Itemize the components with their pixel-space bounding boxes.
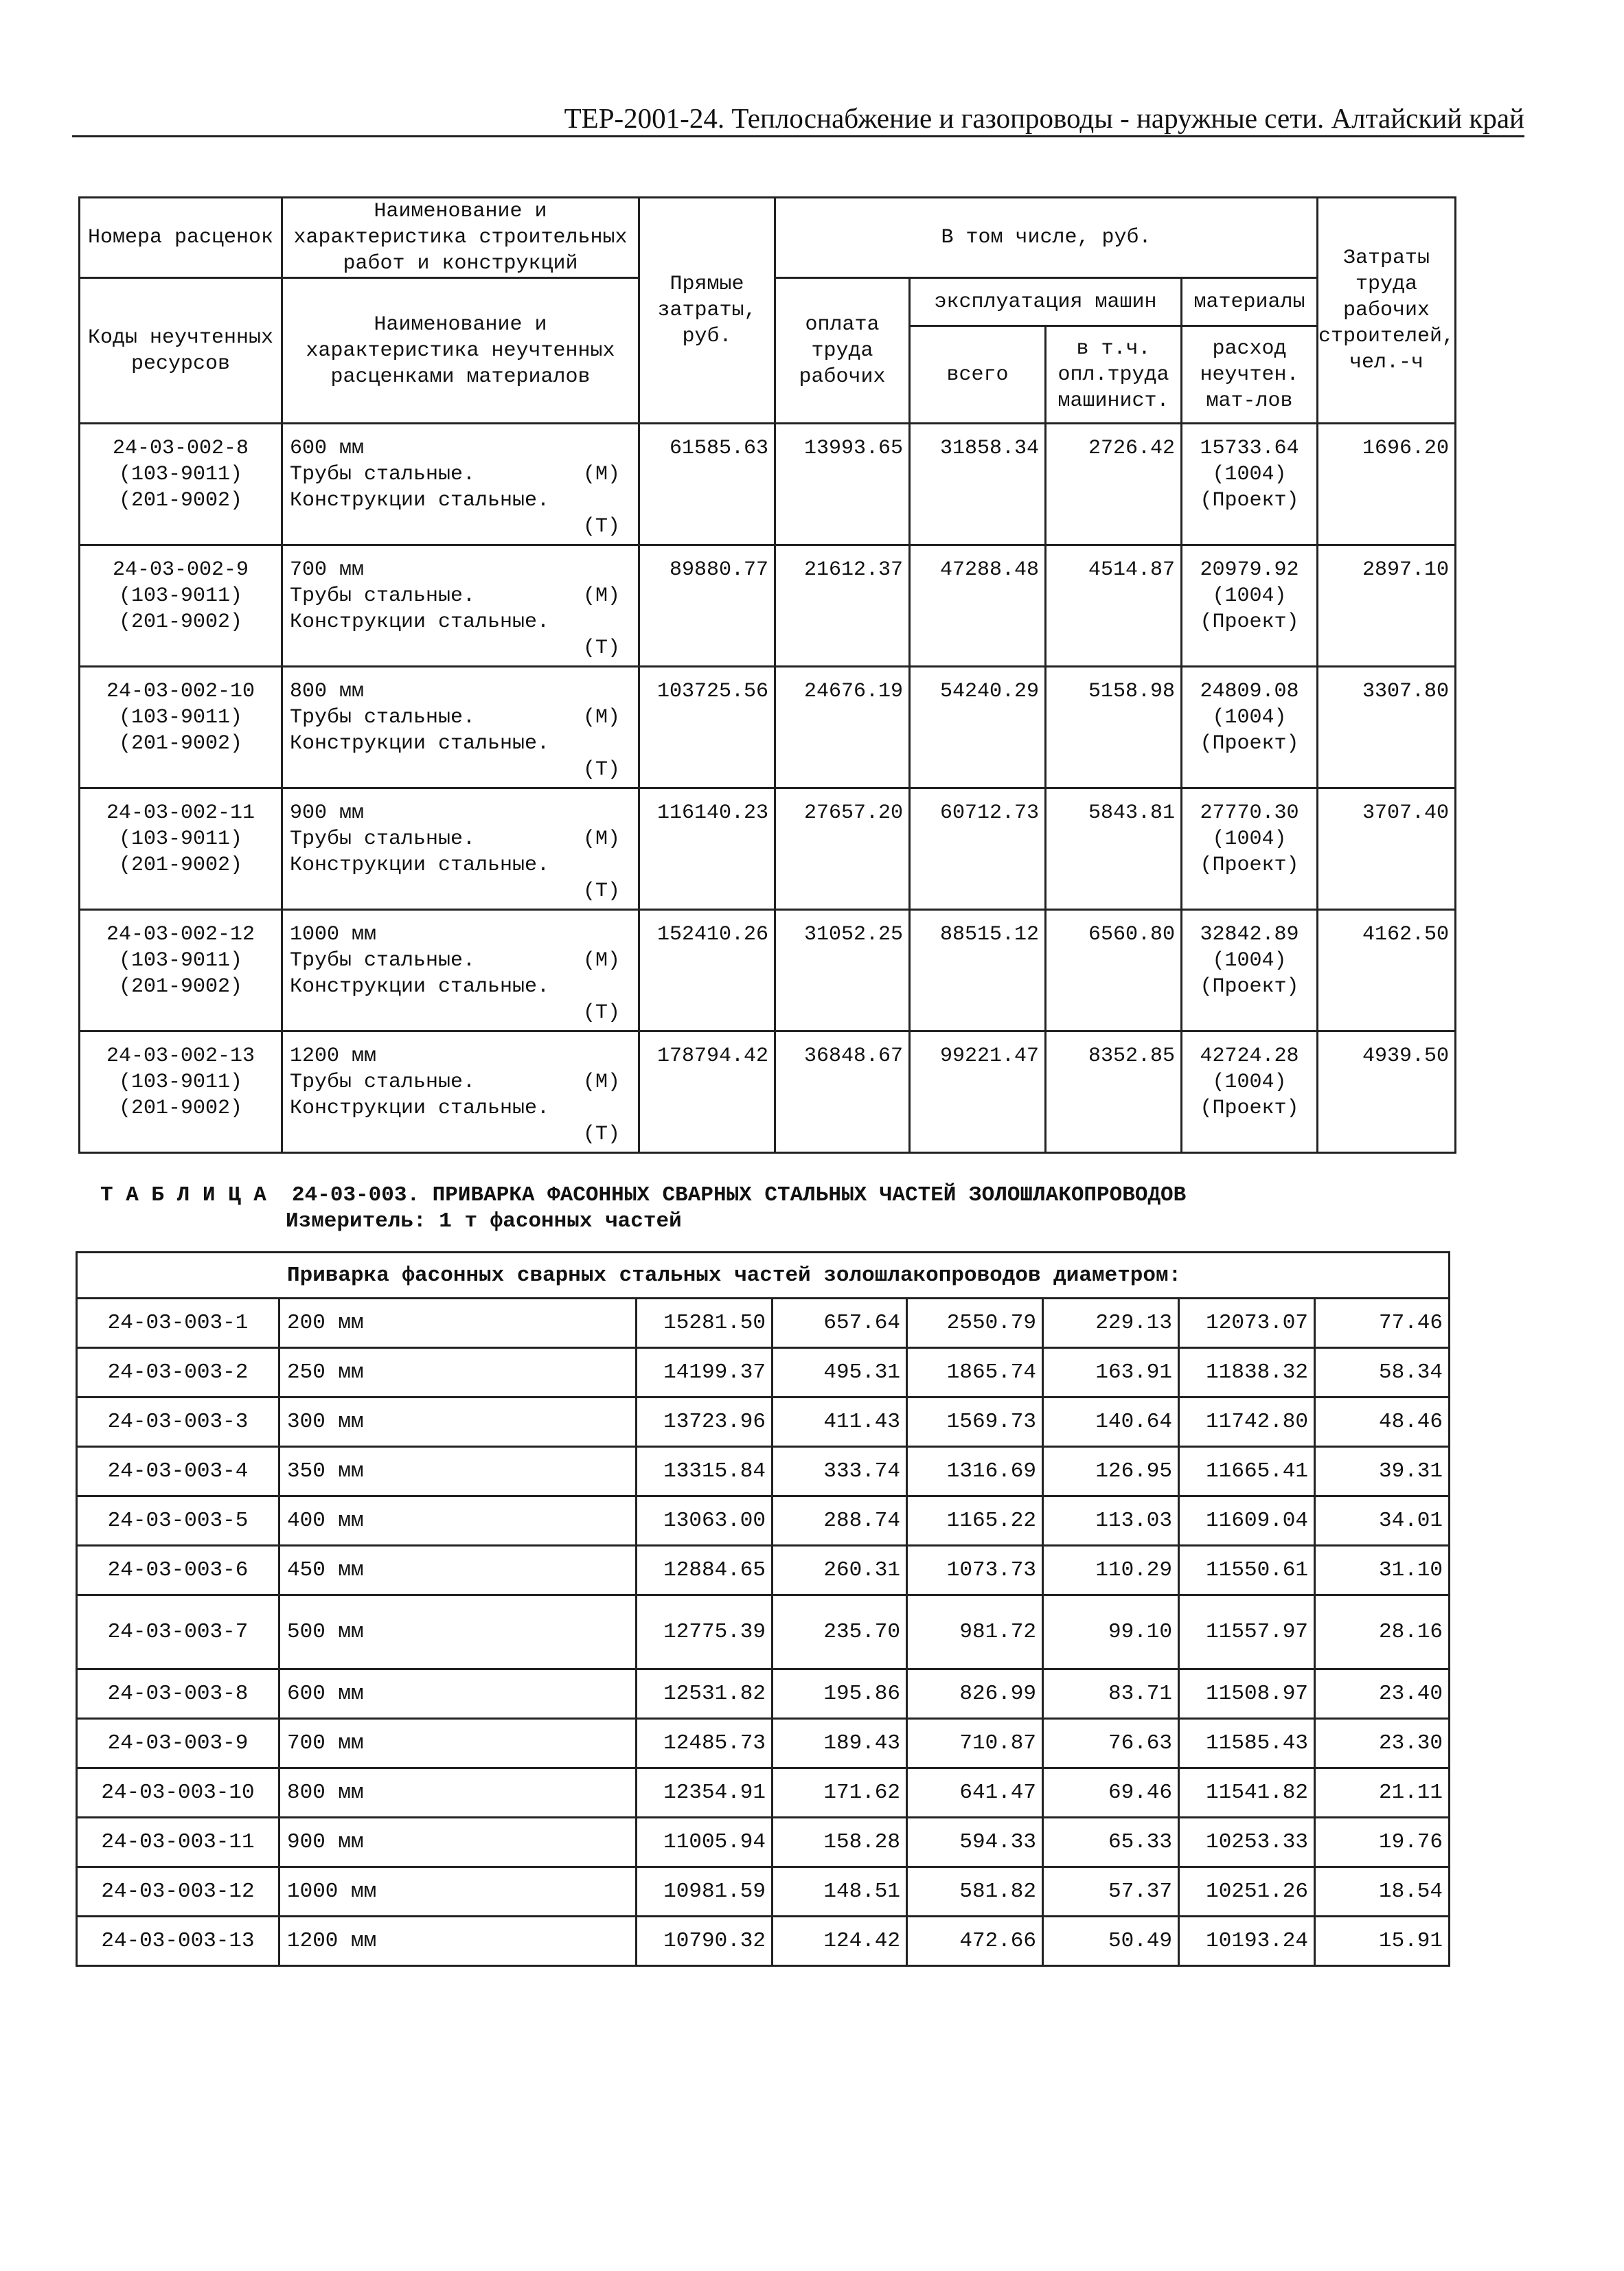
work-description-cell [282,667,639,788]
material-mark: (Т) [582,1001,620,1025]
direct-costs: 13063.00 [637,1496,773,1546]
material-line: Конструкции стальные. [290,610,550,634]
operators-wages: 5843.81 [1046,788,1182,910]
rate-code-cell [80,910,282,1031]
operators-wages: 6560.80 [1046,910,1182,1031]
materials-cost: 32842.89 [1200,923,1299,946]
resource-code: (103-9011) [118,463,243,486]
rate-code: 24-03-003-13 [77,1917,279,1966]
machines-total: 641.47 [907,1768,1043,1818]
operators-wages: 50.49 [1043,1917,1179,1966]
labor-costs: 34.01 [1315,1496,1450,1546]
operators-wages: 5158.98 [1046,667,1182,788]
wages: 13993.65 [775,424,910,545]
labor-costs: 2897.10 [1318,545,1456,667]
material-line: Конструкции стальные. [290,732,550,755]
rate-code: 24-03-003-3 [77,1397,279,1447]
material-line [290,583,638,609]
work-description-cell [282,788,639,910]
machines-total: 1073.73 [907,1546,1043,1595]
material-name: Трубы стальные. [290,706,476,729]
materials-note: (Проект) [1200,854,1299,877]
pipe-diameter: 300 мм [279,1397,637,1447]
materials-cell [1182,545,1318,667]
table-row [77,1768,1450,1818]
labor-costs: 3707.40 [1318,788,1456,910]
wages: 195.86 [773,1669,907,1719]
rate-code: 24-03-003-12 [77,1867,279,1917]
machines-total: 981.72 [907,1595,1043,1669]
table-row [77,1447,1450,1496]
rate-code: 24-03-003-2 [77,1348,279,1397]
materials-cell [1182,910,1318,1031]
pipe-diameter: 250 мм [279,1348,637,1397]
pipe-diameter: 1000 мм [290,923,377,946]
material-line: Конструкции стальные. [290,489,550,512]
materials-cost: 11550.61 [1179,1546,1315,1595]
direct-costs: 89880.77 [639,545,775,667]
wages: 288.74 [773,1496,907,1546]
materials-cost: 11508.97 [1179,1669,1315,1719]
materials-note: (Проект) [1200,975,1299,998]
direct-costs: 10790.32 [637,1917,773,1966]
direct-costs: 12775.39 [637,1595,773,1669]
rate-code: 24-03-003-7 [77,1595,279,1669]
header-machines: эксплуатация машин [910,278,1182,326]
material-mark: (Т) [582,637,620,660]
pipe-diameter: 900 мм [290,801,365,825]
rate-code: 24-03-003-5 [77,1496,279,1546]
resource-code: (201-9002) [118,1097,243,1120]
table-row [77,1299,1450,1348]
materials-cost: 10193.24 [1179,1917,1315,1966]
materials-code: (1004) [1212,1071,1287,1094]
rate-code-cell [80,1031,282,1153]
material-mark: (М) [582,706,620,729]
resource-code: (103-9011) [118,1071,243,1094]
operators-wages: 4514.87 [1046,545,1182,667]
pipe-diameter: 350 мм [279,1447,637,1496]
direct-costs: 116140.23 [639,788,775,910]
labor-costs: 31.10 [1315,1546,1450,1595]
materials-code: (1004) [1212,949,1287,972]
direct-costs: 15281.50 [637,1299,773,1348]
header-operators-wages: в т.ч. опл.труда машинист. [1046,326,1182,424]
resource-code: (201-9002) [118,975,243,998]
wages: 24676.19 [775,667,910,788]
header-machines-total: всего [910,326,1046,424]
wages: 31052.25 [775,910,910,1031]
material-line: Конструкции стальные. [290,1097,550,1120]
material-mark: (М) [582,1071,620,1094]
wages: 148.51 [773,1867,907,1917]
table-row [77,1546,1450,1595]
material-mark: (Т) [582,515,620,538]
material-name: Трубы стальные. [290,1071,476,1094]
pipe-diameter: 800 мм [290,680,365,703]
materials-cost: 12073.07 [1179,1299,1315,1348]
rate-code: 24-03-003-11 [77,1818,279,1867]
material-line [290,948,638,974]
table-row [77,1917,1450,1966]
labor-costs: 28.16 [1315,1595,1450,1669]
operators-wages: 110.29 [1043,1546,1179,1595]
material-mark: (Т) [582,1123,620,1146]
rate-code-cell [80,424,282,545]
work-description-cell [282,910,639,1031]
resource-code: (201-9002) [118,732,243,755]
rate-code: 24-03-002-9 [112,558,249,582]
labor-costs: 3307.80 [1318,667,1456,788]
materials-code: (1004) [1212,828,1287,851]
table-row [77,1348,1450,1397]
direct-costs: 12485.73 [637,1719,773,1768]
operators-wages: 65.33 [1043,1818,1179,1867]
materials-note: (Проект) [1200,610,1299,634]
labor-costs: 39.31 [1315,1447,1450,1496]
machines-total: 60712.73 [910,788,1046,910]
materials-cost: 11665.41 [1179,1447,1315,1496]
materials-cell [1182,788,1318,910]
machines-total: 99221.47 [910,1031,1046,1153]
rate-code-cell [80,667,282,788]
header-codes-bottom: Коды неучтенных ресурсов [80,278,282,424]
direct-costs: 61585.63 [639,424,775,545]
materials-cost: 24809.08 [1200,680,1299,703]
wages: 171.62 [773,1768,907,1818]
machines-total: 31858.34 [910,424,1046,545]
operators-wages: 229.13 [1043,1299,1179,1348]
table-row [77,1669,1450,1719]
rate-code: 24-03-003-4 [77,1447,279,1496]
table-row [80,667,1456,788]
labor-costs: 19.76 [1315,1818,1450,1867]
direct-costs: 12531.82 [637,1669,773,1719]
materials-cell [1182,424,1318,545]
materials-cost: 11609.04 [1179,1496,1315,1546]
materials-note: (Проект) [1200,1097,1299,1120]
pipe-diameter: 400 мм [279,1496,637,1546]
wages: 36848.67 [775,1031,910,1153]
direct-costs: 13723.96 [637,1397,773,1447]
resource-code: (201-9002) [118,610,243,634]
materials-note: (Проект) [1200,732,1299,755]
table-row [77,1818,1450,1867]
table-24-03-003-title [100,1183,1186,1235]
materials-code: (1004) [1212,584,1287,608]
header-wages: оплата труда рабочих [775,278,910,424]
running-header: ТЕР-2001-24. Теплоснабжение и газопроводы - наружные сети. Алтайский край [72,102,1524,137]
pipe-diameter: 900 мм [279,1818,637,1867]
rate-code: 24-03-002-10 [106,680,255,703]
resource-code: (201-9002) [118,854,243,877]
work-description-cell [282,545,639,667]
resource-code: (103-9011) [118,584,243,608]
direct-costs: 14199.37 [637,1348,773,1397]
labor-costs: 4162.50 [1318,910,1456,1031]
machines-total: 581.82 [907,1867,1043,1917]
material-mark: (М) [582,949,620,972]
material-line [290,705,638,731]
wages: 27657.20 [775,788,910,910]
wages: 260.31 [773,1546,907,1595]
machines-total: 1316.69 [907,1447,1043,1496]
wages: 189.43 [773,1719,907,1768]
material-line [290,1069,638,1095]
materials-cost: 11742.80 [1179,1397,1315,1447]
machines-total: 1569.73 [907,1397,1043,1447]
direct-costs: 13315.84 [637,1447,773,1496]
pipe-diameter: 500 мм [279,1595,637,1669]
rate-code-cell [80,788,282,910]
header-materials-consumption: расход неучтен. мат-лов [1182,326,1318,424]
material-name: Трубы стальные. [290,949,476,972]
material-line [290,826,638,852]
table-measure-line: Измеритель: 1 т фасонных частей [286,1209,682,1233]
direct-costs: 12354.91 [637,1768,773,1818]
table-title-line: Т А Б Л И Ц А 24-03-003. ПРИВАРКА ФАСОННЫХ СВАРНЫХ СТАЛЬНЫХ ЧАСТЕЙ ЗОЛОШЛАКОПРОВОДОВ [100,1183,1187,1207]
material-name: Трубы стальные. [290,828,476,851]
materials-cost: 10253.33 [1179,1818,1315,1867]
material-line: Конструкции стальные. [290,975,550,998]
operators-wages: 69.46 [1043,1768,1179,1818]
operators-wages: 126.95 [1043,1447,1179,1496]
table-row [77,1496,1450,1546]
labor-costs: 23.40 [1315,1669,1450,1719]
machines-total: 826.99 [907,1669,1043,1719]
machines-total: 1165.22 [907,1496,1043,1546]
operators-wages: 113.03 [1043,1496,1179,1546]
materials-cost: 11838.32 [1179,1348,1315,1397]
machines-total: 472.66 [907,1917,1043,1966]
labor-costs: 15.91 [1315,1917,1450,1966]
operators-wages: 140.64 [1043,1397,1179,1447]
header-labor: Затраты труда рабочих строителей, чел.-ч [1318,198,1456,424]
table-row [80,424,1456,545]
rate-code: 24-03-003-10 [77,1768,279,1818]
direct-costs: 103725.56 [639,667,775,788]
pipe-diameter: 1200 мм [290,1045,377,1068]
labor-costs: 23.30 [1315,1719,1450,1768]
resource-code: (103-9011) [118,828,243,851]
direct-costs: 152410.26 [639,910,775,1031]
table-row [77,1595,1450,1669]
labor-costs: 58.34 [1315,1348,1450,1397]
header-materials: материалы [1182,278,1318,326]
rate-code: 24-03-003-1 [77,1299,279,1348]
operators-wages: 76.63 [1043,1719,1179,1768]
table-row [77,1397,1450,1447]
wages: 495.31 [773,1348,907,1397]
direct-costs: 12884.65 [637,1546,773,1595]
wages: 124.42 [773,1917,907,1966]
wages: 657.64 [773,1299,907,1348]
machines-total: 1865.74 [907,1348,1043,1397]
pipe-diameter: 1200 мм [279,1917,637,1966]
material-mark: (М) [582,463,620,486]
work-description-cell [282,424,639,545]
wages: 235.70 [773,1595,907,1669]
materials-cost: 27770.30 [1200,801,1299,825]
header-codes-top: Номера расценок [80,198,282,278]
rate-code: 24-03-003-8 [77,1669,279,1719]
pipe-diameter: 1000 мм [279,1867,637,1917]
material-name: Трубы стальные. [290,463,476,486]
materials-cost: 20979.92 [1200,558,1299,582]
header-direct-costs: Прямые затраты, руб. [639,198,775,424]
rates-table-24-03-003 [76,1251,1450,1967]
wages: 21612.37 [775,545,910,667]
operators-wages: 99.10 [1043,1595,1179,1669]
material-mark: (М) [582,828,620,851]
table-row [77,1719,1450,1768]
resource-code: (103-9011) [118,949,243,972]
machines-total: 594.33 [907,1818,1043,1867]
table-row [80,910,1456,1031]
labor-costs: 77.46 [1315,1299,1450,1348]
rate-code: 24-03-002-8 [112,437,249,460]
resource-code: (201-9002) [118,489,243,512]
rates-table-24-03-002 [78,196,1456,1154]
machines-total: 47288.48 [910,545,1046,667]
material-mark: (М) [582,584,620,608]
pipe-diameter: 700 мм [290,558,365,582]
work-description-cell [282,1031,639,1153]
wages: 333.74 [773,1447,907,1496]
labor-costs: 4939.50 [1318,1031,1456,1153]
operators-wages: 8352.85 [1046,1031,1182,1153]
materials-code: (1004) [1212,706,1287,729]
materials-code: (1004) [1212,463,1287,486]
machines-total: 2550.79 [907,1299,1043,1348]
pipe-diameter: 800 мм [279,1768,637,1818]
rate-code: 24-03-002-13 [106,1045,255,1068]
rate-code: 24-03-003-6 [77,1546,279,1595]
table-row [80,788,1456,910]
material-line: Конструкции стальные. [290,854,550,877]
direct-costs: 178794.42 [639,1031,775,1153]
rate-code: 24-03-002-12 [106,923,255,946]
header-name-top: Наименование и характеристика строительных работ и конструкций [282,198,639,278]
header-including: В том числе, руб. [775,198,1318,278]
pipe-diameter: 600 мм [290,437,365,460]
machines-total: 710.87 [907,1719,1043,1768]
pipe-diameter: 200 мм [279,1299,637,1348]
pipe-diameter: 700 мм [279,1719,637,1768]
material-mark: (Т) [582,880,620,903]
operators-wages: 163.91 [1043,1348,1179,1397]
pipe-diameter: 450 мм [279,1546,637,1595]
operators-wages: 83.71 [1043,1669,1179,1719]
materials-cost: 11541.82 [1179,1768,1315,1818]
wages: 411.43 [773,1397,907,1447]
material-name: Трубы стальные. [290,584,476,608]
material-mark: (Т) [582,758,620,781]
materials-cost: 42724.28 [1200,1045,1299,1068]
pipe-diameter: 600 мм [279,1669,637,1719]
rate-code: 24-03-002-11 [106,801,255,825]
labor-costs: 48.46 [1315,1397,1450,1447]
direct-costs: 11005.94 [637,1818,773,1867]
materials-cost: 10251.26 [1179,1867,1315,1917]
operators-wages: 2726.42 [1046,424,1182,545]
labor-costs: 18.54 [1315,1867,1450,1917]
materials-cell [1182,1031,1318,1153]
material-line [290,461,638,488]
table-caption: Приварка фасонных сварных стальных частей золошлакопроводов диаметром: [77,1253,1450,1299]
rate-code: 24-03-003-9 [77,1719,279,1768]
machines-total: 88515.12 [910,910,1046,1031]
table-row [80,1031,1456,1153]
table-row [80,545,1456,667]
direct-costs: 10981.59 [637,1867,773,1917]
wages: 158.28 [773,1818,907,1867]
table-row [77,1867,1450,1917]
rate-code-cell [80,545,282,667]
materials-cell [1182,667,1318,788]
operators-wages: 57.37 [1043,1867,1179,1917]
materials-note: (Проект) [1200,489,1299,512]
materials-cost: 11585.43 [1179,1719,1315,1768]
machines-total: 54240.29 [910,667,1046,788]
materials-cost: 11557.97 [1179,1595,1315,1669]
header-name-bottom: Наименование и характеристика неучтенных расценками материалов [282,278,639,424]
labor-costs: 21.11 [1315,1768,1450,1818]
resource-code: (103-9011) [118,706,243,729]
materials-cost: 15733.64 [1200,437,1299,460]
labor-costs: 1696.20 [1318,424,1456,545]
